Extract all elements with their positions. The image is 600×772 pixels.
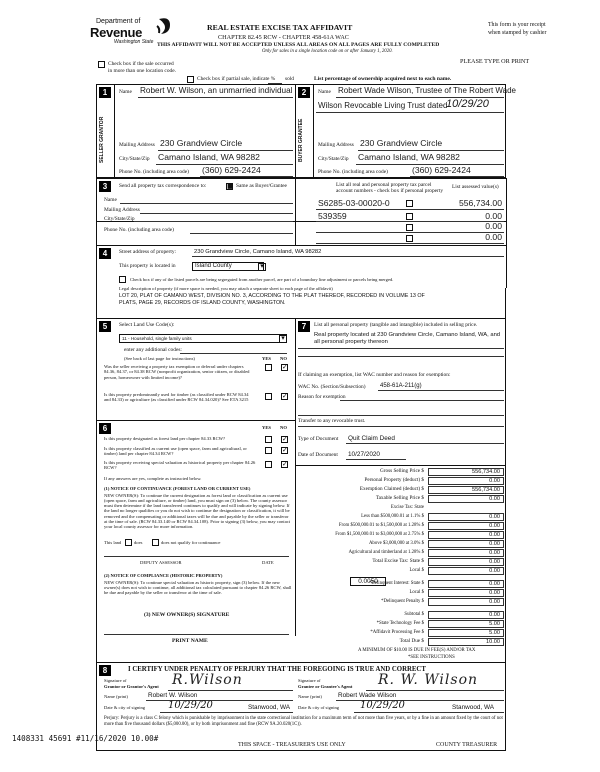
- buyer-name-label: Name: [318, 89, 331, 95]
- continuance-body: NEW OWNER(S): To continue the current designation as forest land or classification as current use (open space, farm and agriculture, or timber) land, you must sign on (3) below. The county assessor must then determine if the land transferred continues to qualify and will indicate by signing below. If the land no longer qualifies or you do not wish to continue the designation or classification, it will be removed and the compensating or additional taxes will be due and payable by the seller or transferor at the time of sale. (RCW 84.33.140 or RCW 84.34.108). Prior to signing (3) below, you may contact your local county assessor for more information.: [104, 493, 291, 529]
- seller-phone-field[interactable]: (360) 629-2424: [202, 165, 261, 175]
- tax-row-value[interactable]: 5.00: [428, 620, 504, 628]
- tax-row-label: Local $: [409, 590, 424, 595]
- parcel-number[interactable]: S6285-03-00020-0: [318, 198, 390, 208]
- multi-location-checkbox[interactable]: [98, 61, 105, 68]
- county-dropdown-icon[interactable]: ▾: [258, 263, 266, 271]
- no-header: NO: [280, 425, 287, 430]
- form-warning: THIS AFFIDAVIT WILL NOT BE ACCEPTED UNLESS ALL AREAS ON ALL PAGES ARE FULLY COMPLETED: [157, 42, 440, 48]
- section-1-number: 1: [99, 87, 111, 98]
- perjury-notice: Perjury: Perjury is a class C felony which is punishable by imprisonment in the state correctional institution for a maximum term of not more than five years, or by a fine in an amount fixed by the court of not more than five thousand dollars ($5,000.00), or by both imprisonment and fine (RCW 9A.20.020(1C)).: [104, 716, 503, 727]
- seller-phone-label: Phone No. (including area code): [119, 169, 189, 175]
- seller-city-field[interactable]: Camano Island, WA 98282: [158, 152, 260, 162]
- grantee-sig-label-1: Signature of: [298, 678, 321, 683]
- assessed-value-header: List assessed value(s): [452, 184, 499, 190]
- tax-row-value[interactable]: 10.00: [428, 638, 504, 646]
- wac-label: WAC No. (Section/Subsection): [298, 384, 366, 390]
- tax-row-value[interactable]: 556,734.00: [428, 468, 504, 476]
- q2-no-checkbox[interactable]: ✓: [282, 392, 288, 400]
- tax-row-label: Taxable Selling Price $: [375, 495, 424, 501]
- ownership-instruction: List percentage of ownership acquired next to each name.: [314, 76, 452, 82]
- section-3-number: 3: [99, 181, 111, 192]
- county-treasurer-label: COUNTY TREASURER: [436, 742, 498, 748]
- parcel-number[interactable]: 539359: [318, 211, 347, 221]
- tax-row-value[interactable]: 0.00: [428, 611, 504, 619]
- grantee-sig-label-2: Grantee or Grantee's Agent: [298, 684, 353, 689]
- historic-yes-checkbox[interactable]: [265, 461, 272, 468]
- deputy-assessor-label: DEPUTY ASSESSOR: [140, 560, 182, 565]
- tax-row-label: Excise Tax: State: [390, 505, 424, 510]
- tax-row-label: *Affidavit Processing Fee $: [370, 630, 424, 635]
- tax-row-label: Gross Selling Price $: [380, 468, 424, 474]
- tax-row-label: Agricultural and timberland at 1.28% $: [348, 550, 424, 555]
- q2-yes-checkbox[interactable]: [265, 393, 272, 400]
- wac-field[interactable]: 458-61A-211(g): [380, 383, 422, 389]
- seller-name-label: Name: [119, 89, 132, 95]
- current-use-no-checkbox[interactable]: ✓: [282, 446, 288, 454]
- see-back-label: (See back of last page for instructions): [124, 356, 195, 361]
- forest-no-checkbox[interactable]: ✓: [282, 435, 288, 443]
- tax-row-value[interactable]: 0.00: [428, 549, 504, 557]
- legal-description-label: Legal description of property (if more space is needed, you may attach a separate sheet to each page of the affidavit): [119, 286, 333, 291]
- dept-label: Department of: [96, 18, 141, 25]
- tax-row-value[interactable]: 556,734.00: [428, 486, 504, 494]
- street-address-field[interactable]: 230 Grandview Circle, Camano Island, WA 98282: [194, 249, 322, 255]
- segregated-parcel-label: Check box if any of the listed parcels are being segregated from another parcel, are part of a boundary line adjustment or parcels being merged.: [130, 277, 394, 282]
- corr-city-label: City/State/Zip: [104, 216, 135, 222]
- tax-row-label: *State Technology Fee $: [376, 621, 424, 626]
- tax-row-label: Local $: [409, 568, 424, 573]
- grantor-name-field[interactable]: Robert W. Wilson: [148, 692, 198, 699]
- personal-property-checkbox[interactable]: [406, 235, 413, 242]
- buyer-city-label: City/State/Zip: [318, 156, 349, 162]
- tax-row-value[interactable]: 0.00: [428, 589, 504, 597]
- land-does-checkbox[interactable]: [125, 539, 132, 546]
- seller-side-label: SELLER GRANTOR: [99, 116, 105, 164]
- land-use-select[interactable]: 11 - Household, single family units: [119, 334, 287, 343]
- certify-statement: I CERTIFY UNDER PENALTY OF PERJURY THAT THE FOREGOING IS TRUE AND CORRECT: [128, 666, 426, 673]
- tax-correspondence-label: Send all property tax correspondence to:: [119, 183, 207, 189]
- local-rate-field[interactable]: 0.0050: [350, 577, 386, 586]
- grantor-name-label: Name (print): [104, 694, 128, 699]
- assessed-value[interactable]: 0.00: [485, 221, 502, 231]
- personal-property-checkbox[interactable]: [406, 200, 413, 207]
- street-address-label: Street address of property:: [119, 249, 177, 255]
- q1-yes-checkbox[interactable]: [265, 364, 272, 371]
- buyer-name-line-1[interactable]: Robert Wade Wilson, Trustee of The Robert Wade: [338, 86, 517, 95]
- print-name-label: PRINT NAME: [172, 638, 208, 644]
- revenue-logo-text: Revenue: [90, 25, 143, 40]
- tax-row-label: From $1,500,000.01 to $3,000,000 at 2.75% $: [335, 532, 424, 537]
- tax-row-value[interactable]: 0.00: [428, 567, 504, 575]
- forest-land-question: Is this property designated as forest land per chapter 84.33 RCW?: [104, 436, 226, 441]
- minimum-due-note: A MINIMUM OF $10.00 IS DUE IN FEE(S) AND/OR TAX: [358, 648, 476, 653]
- timber-question: Is this property predominantly used for timber (as classified under RCW 84.34 and 84.33) or agriculture (as classified under RCW 84.34.020)? See ETA 3215: [104, 392, 249, 403]
- revenue-logo-icon: [155, 16, 173, 36]
- sold-label: sold: [285, 76, 294, 82]
- grantor-sig-label-2: Grantor or Grantor's Agent: [104, 684, 159, 689]
- seller-city-label: City/State/Zip: [119, 156, 150, 162]
- claim-exemption-label: If claiming an exemption, list WAC number and reason for exemption:: [298, 372, 451, 378]
- county-select[interactable]: Island County: [192, 262, 264, 271]
- exemption-question: Was the seller receiving a property tax exemption or deferral under chapters 84.36, 84.37, or 84.38 RCW (nonprofit organization, senior citizen, or disabled person, homeowner with limited income)?: [104, 364, 250, 380]
- this-land-label: This land: [104, 540, 122, 545]
- tax-row-label: Above $3,000,000 at 3.0% $: [368, 541, 424, 546]
- partial-sale-checkbox[interactable]: [187, 76, 194, 83]
- tax-row-label: Less than $500,000.01 at 1.1% $: [361, 514, 424, 519]
- assessed-value[interactable]: 0.00: [485, 211, 502, 221]
- parcel-header-1: List all real and personal property tax parcel: [336, 182, 432, 188]
- legal-description-line-2[interactable]: PLATS, PAGE 29, RECORDS OF ISLAND COUNTY, WASHINGTON.: [119, 300, 286, 306]
- buyer-phone-field[interactable]: (360) 629-2424: [412, 165, 471, 175]
- receipt-note-2: when stamped by cashier: [488, 30, 547, 36]
- parcel-header-2: account numbers - check box if personal property: [336, 188, 444, 194]
- grantee-name-label: Name (print): [298, 694, 322, 699]
- section-8-number: 8: [99, 665, 111, 676]
- grantor-sig-label-1: Signature of: [104, 678, 127, 683]
- historic-title: (2) NOTICE OF COMPLIANCE (HISTORIC PROPERTY): [104, 573, 223, 578]
- historic-no-checkbox[interactable]: ✓: [282, 460, 288, 468]
- personal-property-checkbox[interactable]: [406, 213, 413, 220]
- located-in-label: This property is located in: [119, 263, 176, 269]
- tax-row-label: From $500,000.01 to $1,500,000 at 1.28% $: [338, 523, 424, 528]
- tax-row-value[interactable]: 5.00: [428, 629, 504, 637]
- trust-date-handwritten[interactable]: 10/29/20: [446, 98, 489, 110]
- tax-row-label: *Delinquent Interest: State $: [368, 581, 424, 586]
- state-label: Washington State: [114, 39, 154, 45]
- current-use-question: Is this property classified as current use (open space, farm and agricultural, or timber) land per chapter 84.34 RCW?: [104, 446, 247, 457]
- date-label: DATE: [262, 560, 274, 565]
- tax-row-value[interactable]: 0.00: [428, 522, 504, 530]
- buyer-mail-field[interactable]: 230 Grandview Circle: [360, 138, 443, 148]
- historic-question: Is this property receiving special valuation as historical property per chapter 84.26 RCW?: [104, 460, 256, 471]
- new-owner-signature-label: (3) NEW OWNER(S) SIGNATURE: [144, 612, 230, 618]
- land-not-qualify-checkbox[interactable]: [152, 539, 159, 546]
- grantor-signature[interactable]: R.Wilson: [172, 672, 243, 688]
- doc-type-label: Type of Document: [298, 436, 339, 442]
- buyer-mail-label: Mailing Address: [318, 142, 354, 148]
- yes-header: YES: [262, 356, 271, 361]
- buyer-side-label: BUYER GRANTEE: [298, 118, 304, 162]
- multi-location-label-2: in more than one location code.: [108, 68, 176, 74]
- personal-property-label: List all personal property (tangible and intangible) included in selling price.: [314, 322, 478, 328]
- grantor-date-label: Date & city of signing: [104, 705, 146, 710]
- sale-note: Only for sales in a single location code on or after January 1, 2020.: [262, 49, 393, 54]
- personal-property-field[interactable]: Real property located at 230 Grandview Circle, Camano Island, WA, and all personal property thereon: [314, 332, 501, 345]
- section-2-number: 2: [298, 87, 310, 98]
- grantee-name-field[interactable]: Robert Wade Wilson: [338, 692, 397, 699]
- q1-no-checkbox[interactable]: ✓: [282, 363, 288, 371]
- grantee-city-field[interactable]: Stanwood, WA: [452, 704, 495, 711]
- tax-row-label: Personal Property (deduct) $: [364, 477, 424, 483]
- additional-codes-label: enter any additional codes:: [124, 347, 182, 353]
- tax-row-value[interactable]: 0.00: [428, 513, 504, 521]
- tax-row-value[interactable]: 0.00: [428, 558, 504, 566]
- tax-row-value[interactable]: 0.00: [428, 495, 504, 503]
- tax-row-label: Subtotal $: [404, 612, 424, 617]
- if-yes-note: If any answers are yes, complete as instructed below.: [104, 476, 202, 481]
- forest-yes-checkbox[interactable]: [265, 436, 272, 443]
- form-title: REAL ESTATE EXCISE TAX AFFIDAVIT: [207, 23, 353, 32]
- current-use-yes-checkbox[interactable]: [265, 447, 272, 454]
- personal-property-checkbox[interactable]: [406, 224, 413, 231]
- form-chapter: CHAPTER 82.45 RCW - CHAPTER 458-61A WAC: [218, 34, 349, 41]
- buyer-phone-label: Phone No. (including area code): [318, 169, 388, 175]
- section-6-number: 6: [99, 423, 111, 434]
- seller-mail-label: Mailing Address: [119, 142, 155, 148]
- yes-header: YES: [262, 425, 271, 430]
- section-5-number: 5: [99, 321, 111, 332]
- tax-row-value[interactable]: 0.00: [428, 598, 504, 606]
- tax-row-value[interactable]: 0.00: [428, 531, 504, 539]
- doc-date-field[interactable]: 10/27/2020: [348, 451, 380, 458]
- transfer-reason[interactable]: Transfer to any revocable trust.: [298, 418, 366, 424]
- land-use-dropdown-icon[interactable]: ▾: [279, 335, 287, 343]
- grantee-signature[interactable]: R. W. Wilson: [378, 672, 479, 688]
- tax-row-label: Exemption Claimed (deduct) $: [359, 486, 424, 492]
- partial-sale-label: Check box if partial sale, indicate %: [197, 76, 276, 82]
- segregated-parcel-checkbox[interactable]: [119, 276, 126, 283]
- seller-name-field[interactable]: Robert W. Wilson, an unmarried individual: [140, 86, 293, 95]
- tax-row-label: *Delinquent Penalty $: [381, 599, 424, 604]
- tax-row-label: Total Due $: [399, 638, 424, 644]
- not-qualify-label: does not qualify for continuance: [161, 540, 221, 545]
- same-as-buyer-checkbox[interactable]: ■: [227, 182, 234, 190]
- buyer-city-field[interactable]: Camano Island, WA 98282: [358, 152, 460, 162]
- corr-phone-label: Phone No. (including area code): [104, 227, 174, 233]
- continuance-title: (1) NOTICE OF CONTINUANCE (FOREST LAND OR CURRENT USE): [104, 486, 251, 491]
- assessed-value[interactable]: 0.00: [485, 232, 502, 242]
- corr-mail-label: Mailing Address: [104, 207, 140, 213]
- treasurer-only-label: THIS SPACE - TREASURER'S USE ONLY: [238, 742, 346, 748]
- grantee-date-label: Date & city of signing: [298, 705, 340, 710]
- doc-type-field[interactable]: Quit Claim Deed: [348, 435, 395, 442]
- grantor-date-handwritten[interactable]: 10/29/20: [168, 700, 213, 711]
- legal-description-line-1[interactable]: LOT 20, PLAT OF CAMANO WEST, DIVISION NO. 3, ACCORDING TO THE PLAT THEREOF, RECORDED IN VOLUME 13 OF: [119, 293, 425, 299]
- tax-row-value[interactable]: 0.00: [428, 477, 504, 485]
- reason-label: Reason for exemption: [298, 394, 346, 400]
- section-4-number: 4: [99, 248, 111, 259]
- no-header: NO: [280, 356, 287, 361]
- grantor-city-field[interactable]: Stanwood, WA: [248, 704, 291, 711]
- tax-row-label: Total Excise Tax: State $: [372, 558, 424, 564]
- receipt-note-1: This form is your receipt: [488, 22, 546, 28]
- grantee-date-handwritten[interactable]: 10/29/20: [360, 700, 405, 711]
- see-instructions-note: *SEE INSTRUCTIONS: [408, 655, 455, 660]
- multi-location-label-1: Check box if the sale occurred: [108, 61, 174, 67]
- tax-row-value[interactable]: 0.00: [428, 580, 504, 588]
- section-7-number: 7: [298, 321, 310, 332]
- land-use-label: Select Land Use Code(s):: [119, 322, 175, 328]
- does-label: does: [134, 540, 143, 545]
- doc-date-label: Date of Document: [298, 452, 338, 458]
- treasurer-stamp: 1408331 45691 #11/16/2020 10.00#: [12, 734, 159, 743]
- seller-mail-field[interactable]: 230 Grandview Circle: [160, 138, 243, 148]
- buyer-name-line-2[interactable]: Wilson Revocable Living Trust dated: [318, 101, 448, 110]
- historic-body: NEW OWNER(S): To continue special valuation as historic property, sign (3) below. If the new owner(s) does not wish to continue, all additional tax calculated pursuant to chapter 84.26 RCW, shall be due and payable by the seller or transferor at the time of sale.: [104, 580, 292, 596]
- tax-row-value[interactable]: 0.00: [428, 540, 504, 548]
- print-note: PLEASE TYPE OR PRINT: [460, 58, 530, 65]
- corr-name-label: Name: [104, 197, 117, 203]
- assessed-value[interactable]: 556,734.00: [458, 198, 502, 208]
- same-as-buyer-label: Same as Buyer/Grantee: [236, 183, 287, 189]
